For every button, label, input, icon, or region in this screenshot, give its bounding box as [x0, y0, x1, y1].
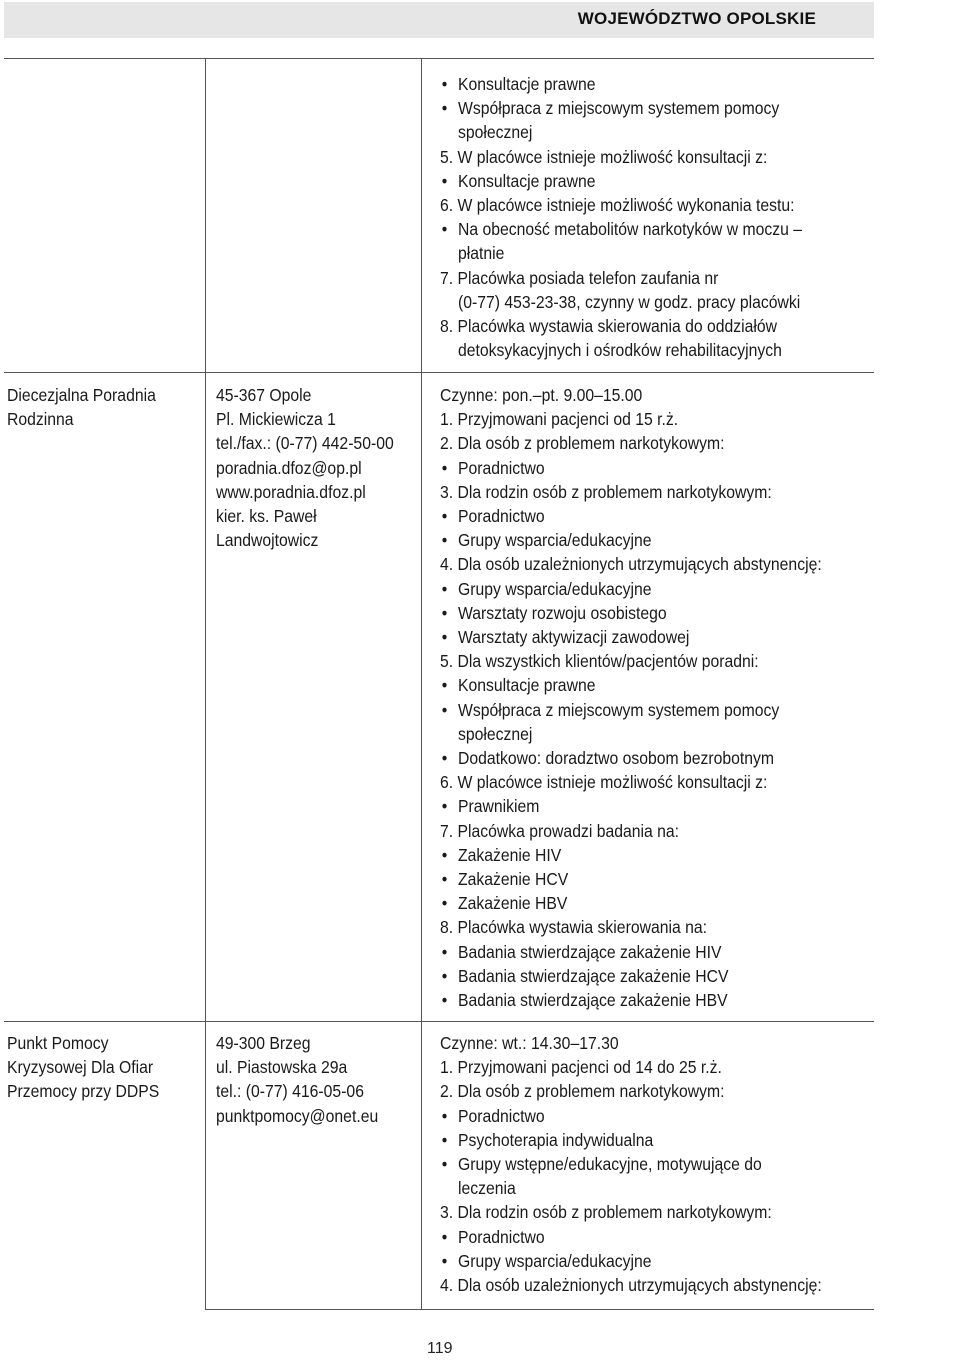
text-line: 45-367 Opole	[216, 385, 312, 405]
numbered-item: 2. Dla osób z problemem narkotykowym:	[440, 1081, 725, 1102]
row-2-details	[440, 1031, 822, 1297]
row-1-details	[440, 383, 822, 1012]
bullet-item: • Grupy wsparcia/edukacyjne	[440, 528, 822, 552]
numbered-item: 4. Dla osób uzależnionych utrzymujących abstynencję:	[440, 554, 822, 575]
text-line: punktpomocy@onet.eu	[216, 1105, 379, 1126]
region-title: WOJEWÓDZTWO OPOLSKIE	[577, 9, 816, 28]
text-line: Przemocy przy DDPS	[7, 1081, 160, 1102]
text-line: Rodzinna	[7, 409, 74, 430]
column-divider-2	[421, 58, 422, 1310]
bullet-item: • Współpraca z miejscowym systemem pomocy	[440, 96, 802, 120]
bullet-item: • Badania stwierdzające zakażenie HIV	[440, 940, 822, 964]
text-line: ul. Piastowska 29a	[216, 1057, 348, 1078]
bullet-item: • Badania stwierdzające zakażenie HBV	[440, 988, 822, 1012]
numbered-item: 7. Placówka prowadzi badania na:	[440, 820, 680, 841]
row-2-facility-name	[7, 1031, 159, 1104]
bullet-item: • Poradnictwo	[440, 504, 822, 528]
numbered-item: 4. Dla osób uzależnionych utrzymujących abstynencję:	[440, 1275, 822, 1296]
continuation-line: detoksykacyjnych i ośrodków rehabilitacyjnych	[458, 340, 782, 361]
bullet-item: • Psychoterapia indywidualna	[440, 1128, 822, 1152]
table-bottom-rule	[205, 1309, 874, 1310]
row-2-address	[216, 1031, 378, 1128]
text-line: Landwojtowicz	[216, 530, 319, 551]
continuation-line: leczenia	[458, 1178, 516, 1199]
numbered-item: 3. Dla rodzin osób z problemem narkotykowym:	[440, 481, 772, 502]
numbered-item: 7. Placówka posiada telefon zaufania nr	[440, 267, 719, 288]
bullet-item: • Poradnictwo	[440, 456, 822, 480]
numbered-item: 2. Dla osób z problemem narkotykowym:	[440, 433, 725, 454]
bullet-item: • Konsultacje prawne	[440, 169, 802, 193]
row-1-address	[216, 383, 394, 552]
continuation-line: społecznej	[458, 723, 533, 744]
numbered-item: 1. Przyjmowani pacjenci od 14 do 25 r.ż.	[440, 1057, 722, 1078]
row-separator-1	[4, 372, 874, 373]
bullet-item: • Warsztaty rozwoju osobistego	[440, 601, 822, 625]
continuation-line: (0-77) 453-23-38, czynny w godz. pracy placówki	[458, 291, 801, 312]
row-1-facility-name	[7, 383, 156, 431]
text-line: Pl. Mickiewicza 1	[216, 409, 336, 430]
page-header	[4, 2, 874, 38]
bullet-item: • Grupy wsparcia/edukacyjne	[440, 1249, 822, 1273]
text-line: tel./fax.: (0-77) 442-50-00	[216, 433, 394, 454]
bullet-item: • Poradnictwo	[440, 1225, 822, 1249]
bullet-item: • Konsultacje prawne	[440, 72, 802, 96]
numbered-item: 8. Placówka wystawia skierowania na:	[440, 917, 708, 938]
bullet-item: • Prawnikiem	[440, 794, 822, 818]
bullet-item: • Grupy wsparcia/edukacyjne	[440, 577, 822, 601]
text-line: tel.: (0-77) 416-05-06	[216, 1081, 364, 1102]
text-line: Punkt Pomocy	[7, 1033, 109, 1053]
bullet-item: • Zakażenie HBV	[440, 891, 822, 915]
text-line: www.poradnia.dfoz.pl	[216, 481, 366, 502]
numbered-item: 1. Przyjmowani pacjenci od 15 r.ż.	[440, 409, 679, 430]
bullet-item: • Współpraca z miejscowym systemem pomocy	[440, 698, 822, 722]
bullet-item: • Na obecność metabolitów narkotyków w moczu –	[440, 217, 802, 241]
text-line: poradnia.dfoz@op.pl	[216, 457, 362, 478]
numbered-item: Czynne: wt.: 14.30–17.30	[440, 1033, 619, 1053]
table-top-rule	[4, 58, 874, 59]
bullet-item: • Warsztaty aktywizacji zawodowej	[440, 625, 822, 649]
numbered-item: Czynne: pon.–pt. 9.00–15.00	[440, 385, 643, 405]
continuation-line: społecznej	[458, 122, 533, 143]
text-line: Kryzysowej Dla Ofiar	[7, 1057, 154, 1078]
text-line: Diecezjalna Poradnia	[7, 385, 156, 405]
text-line: 49-300 Brzeg	[216, 1033, 311, 1053]
bullet-item: • Poradnictwo	[440, 1104, 822, 1128]
numbered-item: 6. W placówce istnieje możliwość konsultacji z:	[440, 772, 768, 793]
row-0-details	[440, 72, 802, 362]
text-line: kier. ks. Paweł	[216, 506, 317, 527]
bullet-item: • Zakażenie HCV	[440, 867, 822, 891]
column-divider-1	[205, 58, 206, 1310]
page-number: 119	[427, 1340, 453, 1357]
bullet-item: • Zakażenie HIV	[440, 843, 822, 867]
numbered-item: 3. Dla rodzin osób z problemem narkotykowym:	[440, 1202, 772, 1223]
row-separator-2	[4, 1021, 874, 1022]
bullet-item: • Badania stwierdzające zakażenie HCV	[440, 964, 822, 988]
numbered-item: 8. Placówka wystawia skierowania do oddziałów	[440, 316, 778, 337]
continuation-line: płatnie	[458, 243, 505, 264]
bullet-item: • Grupy wstępne/edukacyjne, motywujące do	[440, 1152, 822, 1176]
bullet-item: • Konsultacje prawne	[440, 673, 822, 697]
bullet-item: • Dodatkowo: doradztwo osobom bezrobotnym	[440, 746, 822, 770]
numbered-item: 5. Dla wszystkich klientów/pacjentów poradni:	[440, 651, 759, 672]
numbered-item: 6. W placówce istnieje możliwość wykonania testu:	[440, 195, 795, 216]
numbered-item: 5. W placówce istnieje możliwość konsultacji z:	[440, 146, 768, 167]
